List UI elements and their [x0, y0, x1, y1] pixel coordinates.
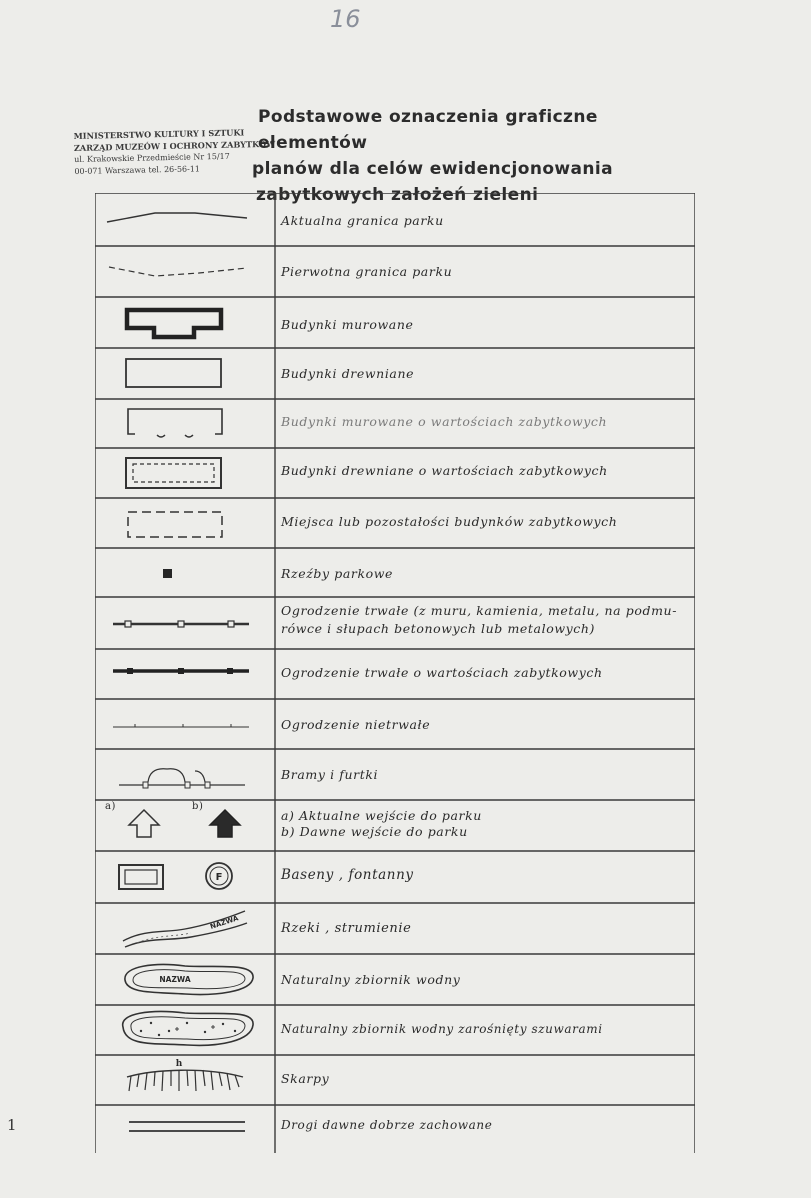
stamp-line-3: ul. Krakowskie Przedmieście Nr 15/17 — [74, 151, 230, 164]
historic-fence-symbol — [95, 649, 275, 699]
legend-label-line-2: b) Dawne wejście do parku — [281, 824, 468, 839]
legend-label: Rzeźby parkowe — [281, 566, 394, 581]
legend-label-line-1: Ogrodzenie trwałe (z muru, kamienia, metalu, na podmu- — [281, 603, 678, 618]
legend-table — [95, 193, 695, 1153]
river-name-text: NAZWA — [209, 914, 240, 931]
legend-label: Bramy i furtki — [281, 767, 379, 782]
park-sculpture-symbol — [95, 548, 275, 597]
legend-label: Drogi dawne dobrze zachowane — [281, 1118, 493, 1132]
masonry-building-symbol — [95, 297, 275, 348]
pool-fountain-symbol — [95, 851, 275, 903]
legend-label: Ogrodzenie trwałe o wartościach zabytkowych — [281, 665, 603, 680]
legend-label: Skarpy — [281, 1071, 330, 1086]
current-entrance-arrow-icon — [129, 810, 159, 837]
stamp-line-4: 00-071 Warszawa tel. 26-56-11 — [74, 164, 201, 176]
current-park-boundary-symbol — [95, 193, 275, 246]
margin-mark: 1 — [7, 1116, 17, 1134]
legend-row-overgrown-pond — [95, 1005, 695, 1055]
legend-row-historic-masonry — [95, 399, 695, 448]
legend-label: Miejsca lub pozostałości budynków zabytkowych — [281, 514, 618, 529]
historic-masonry-building-symbol — [95, 399, 275, 448]
legend-label: Budynki murowane — [281, 317, 414, 332]
pond-name-text: NAZWA — [159, 975, 191, 984]
ministry-stamp — [73, 126, 276, 178]
legend-row-gates — [95, 749, 695, 800]
entrance-symbol — [95, 800, 275, 851]
natural-pond-symbol — [95, 954, 275, 1005]
river-symbol — [95, 903, 275, 954]
permanent-fence-symbol — [95, 597, 275, 649]
escarpment-height-letter: h — [175, 1059, 183, 1069]
entrance-sub-a: a) — [105, 801, 117, 812]
legend-row-building-remains — [95, 498, 695, 548]
legend-label: Naturalny zbiornik wodny — [281, 972, 461, 987]
stamp-line-2: ZARZĄD MUZEÓW I OCHRONY ZABYTKÓW — [73, 138, 276, 153]
temporary-fence-symbol — [95, 699, 275, 749]
legend-label: Budynki murowane o wartościach zabytkowych — [281, 414, 608, 429]
legend-row-historic-wooden — [95, 448, 695, 498]
legend-row-rivers — [95, 903, 695, 954]
legend-label-line-2: rówce i słupach betonowych lub metalowych) — [281, 621, 596, 636]
title-line-2: planów dla celów ewidencjonowania — [252, 159, 614, 179]
wooden-building-symbol — [95, 348, 275, 399]
legend-row-current-boundary — [95, 193, 695, 246]
historic-wooden-building-symbol — [95, 448, 275, 498]
legend-row-permanent-fence — [95, 597, 695, 649]
legend-row-natural-pond — [95, 954, 695, 1005]
title-line-1: Podstawowe oznaczenia graficzne elementów — [258, 107, 598, 153]
legend-row-original-boundary — [95, 246, 695, 297]
legend-row-historic-fence — [95, 649, 695, 699]
overgrown-pond-symbol — [95, 1005, 275, 1055]
stamp-line-1: MINISTERSTWO KULTURY I SZTUKI — [73, 127, 245, 141]
page-number: 16 — [330, 5, 361, 33]
legend-label: Pierwotna granica parku — [281, 264, 453, 279]
legend-label: Aktualna granica parku — [281, 213, 444, 228]
fountain-letter: F — [215, 872, 223, 883]
former-entrance-arrow-icon — [210, 810, 240, 837]
legend-label: Budynki drewniane o wartościach zabytkowych — [281, 463, 608, 478]
escarpment-symbol — [95, 1055, 275, 1105]
legend-label: Rzeki , strumienie — [281, 921, 412, 936]
entrance-sub-b: b) — [192, 801, 204, 812]
legend-label: Baseny , fontanny — [281, 867, 414, 883]
legend-row-entrances — [95, 800, 695, 851]
gate-symbol — [95, 749, 275, 800]
title-line-3: zabytkowych założeń zieleni — [256, 185, 539, 205]
original-park-boundary-symbol — [95, 246, 275, 297]
legend-row-park-sculpture — [95, 548, 695, 597]
legend-label: Naturalny zbiornik wodny zarośnięty szuwarami — [281, 1022, 603, 1036]
building-remains-symbol — [95, 498, 275, 548]
legend-label: Ogrodzenie nietrwałe — [281, 717, 431, 732]
old-road-symbol — [95, 1105, 275, 1153]
legend-label-line-1: a) Aktualne wejście do parku — [281, 808, 482, 823]
legend-row-masonry-building — [95, 297, 695, 348]
legend-label: Budynki drewniane — [281, 366, 415, 381]
legend-row-pools-fountains — [95, 851, 695, 903]
legend-row-old-roads — [95, 1105, 695, 1153]
legend-row-escarpment — [95, 1055, 695, 1105]
legend-row-wooden-building — [95, 348, 695, 399]
legend-row-temporary-fence — [95, 699, 695, 749]
